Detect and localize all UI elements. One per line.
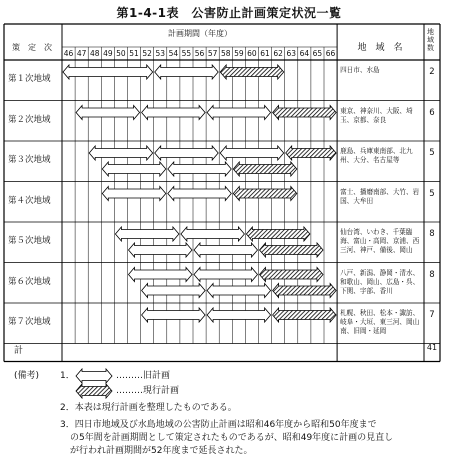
- year-label: 65: [312, 49, 323, 58]
- header-region: 地 域 名: [357, 43, 403, 53]
- current-plan-arrow: [233, 162, 296, 176]
- old-plan-arrow: [181, 227, 245, 241]
- old-plan-arrow: [129, 268, 193, 282]
- header-round: 策 定 次: [12, 43, 52, 52]
- note-3-line-2: の5年間を計画期間として策定されたものであるが、昭和49年度に計画の見直し: [70, 433, 394, 443]
- row-label: 第５次地域: [8, 236, 51, 247]
- table-title: 第1-4-1表 公害防止計画策定状況一覧: [116, 6, 342, 20]
- row-label: 第７次地域: [8, 317, 51, 328]
- year-label: 63: [286, 49, 296, 58]
- row-label: 第２次地域: [8, 114, 51, 125]
- legend-old-plan-arrow: [76, 369, 112, 383]
- row-count: 7: [429, 310, 435, 320]
- current-plan-arrow: [273, 308, 337, 322]
- year-label: 52: [142, 49, 152, 58]
- old-plan-arrow: [155, 65, 219, 79]
- year-label: 59: [234, 49, 244, 58]
- row-label: 第６次地域: [8, 276, 51, 287]
- note-1-old-plan: ………旧計画: [116, 371, 171, 381]
- header-period: 計画期間（年度）: [168, 29, 232, 38]
- old-plan-arrow: [207, 308, 271, 322]
- year-label: 62: [273, 49, 283, 58]
- old-plan-arrow: [194, 243, 258, 257]
- row-label: 第１次地域: [8, 74, 51, 85]
- note-1-number: 1．: [60, 371, 75, 381]
- year-label: 60: [247, 49, 257, 58]
- year-label: 51: [129, 49, 139, 58]
- row-regions: 富士、播磨南部、大竹、岩国、大牟田: [340, 187, 420, 205]
- current-plan-arrow: [273, 106, 337, 120]
- row-regions: 八戸、新潟、静岡・清水、和歌山、岡山、広島・呉、下関、宇部、香川: [340, 268, 420, 295]
- row-regions: 仙台湾、いわき、千葉臨海、富山・高岡、京浦、西三河、神戸、備後、岡山: [340, 228, 420, 254]
- row-label: 第４次地域: [8, 195, 51, 206]
- year-label: 61: [260, 49, 270, 58]
- old-plan-arrow: [220, 146, 284, 160]
- old-plan-arrow: [89, 146, 153, 160]
- old-plan-arrow: [168, 162, 232, 176]
- year-label: 57: [207, 49, 218, 58]
- current-plan-arrow: [286, 146, 336, 160]
- legend-current-plan-arrow: [76, 384, 112, 398]
- current-plan-arrow: [233, 187, 296, 201]
- year-label: 66: [325, 49, 336, 58]
- year-label: 55: [181, 49, 192, 58]
- row-count: 8: [429, 229, 435, 239]
- year-label: 50: [116, 49, 126, 58]
- row-count: 5: [429, 188, 435, 199]
- old-plan-arrow: [155, 146, 219, 160]
- row-count: 6: [429, 107, 435, 118]
- row-regions: 四日市、水島: [340, 66, 380, 74]
- note-1-current-plan: ………現行計画: [116, 386, 180, 396]
- old-plan-arrow: [207, 284, 271, 298]
- notes-label: (備考): [14, 371, 40, 381]
- year-label: 47: [76, 49, 87, 58]
- old-plan-arrow: [168, 187, 232, 201]
- current-plan-arrow: [220, 65, 284, 79]
- current-plan-arrow: [260, 243, 324, 257]
- year-label: 49: [103, 49, 113, 58]
- row-count: 2: [429, 67, 435, 77]
- old-plan-arrow: [102, 162, 166, 176]
- old-plan-arrow: [207, 106, 271, 120]
- year-label: 46: [63, 49, 74, 58]
- row-count: 5: [429, 148, 435, 158]
- old-plan-arrow: [63, 65, 153, 79]
- row-regions: 札幌、秋田、松本・諏訪、岐阜・大垣、東三河、岡山南、旧岡・延岡: [340, 309, 420, 335]
- year-label: 54: [168, 49, 179, 58]
- total-label: 計: [14, 346, 24, 356]
- total-count: 41: [426, 343, 438, 352]
- old-plan-arrow: [142, 308, 206, 322]
- old-plan-arrow: [129, 243, 193, 257]
- row-regions: 東京、神奈川、大阪、埼玉、京都、奈良: [340, 106, 413, 124]
- old-plan-arrow: [142, 106, 206, 120]
- old-plan-arrow: [76, 106, 140, 120]
- current-plan-arrow: [260, 268, 324, 282]
- row-regions: 鹿島、兵庫東南部、北九州、大分、名古屋等: [340, 147, 413, 164]
- year-label: 56: [194, 49, 205, 58]
- row-label: 第３次地域: [8, 155, 51, 166]
- year-label: 53: [155, 49, 165, 58]
- current-plan-arrow: [246, 227, 310, 241]
- note-3-line-1: 3．四日市地域及び水島地域の公害防止計画は昭和46年度から昭和50年度まで: [60, 420, 377, 430]
- year-label: 48: [89, 49, 100, 58]
- header-count: 地域数: [427, 28, 434, 52]
- row-count: 8: [429, 269, 435, 280]
- old-plan-arrow: [102, 187, 166, 201]
- old-plan-arrow: [142, 284, 206, 298]
- current-plan-arrow: [273, 284, 337, 298]
- year-label: 64: [299, 49, 310, 58]
- old-plan-arrow: [194, 268, 258, 282]
- note-2: 2．本表は現行計画を整理したものである。: [60, 403, 237, 413]
- note-3-line-3: が行われ計画期間が52年度まで延長された。: [70, 446, 253, 456]
- old-plan-arrow: [115, 227, 178, 241]
- year-label: 58: [220, 49, 231, 58]
